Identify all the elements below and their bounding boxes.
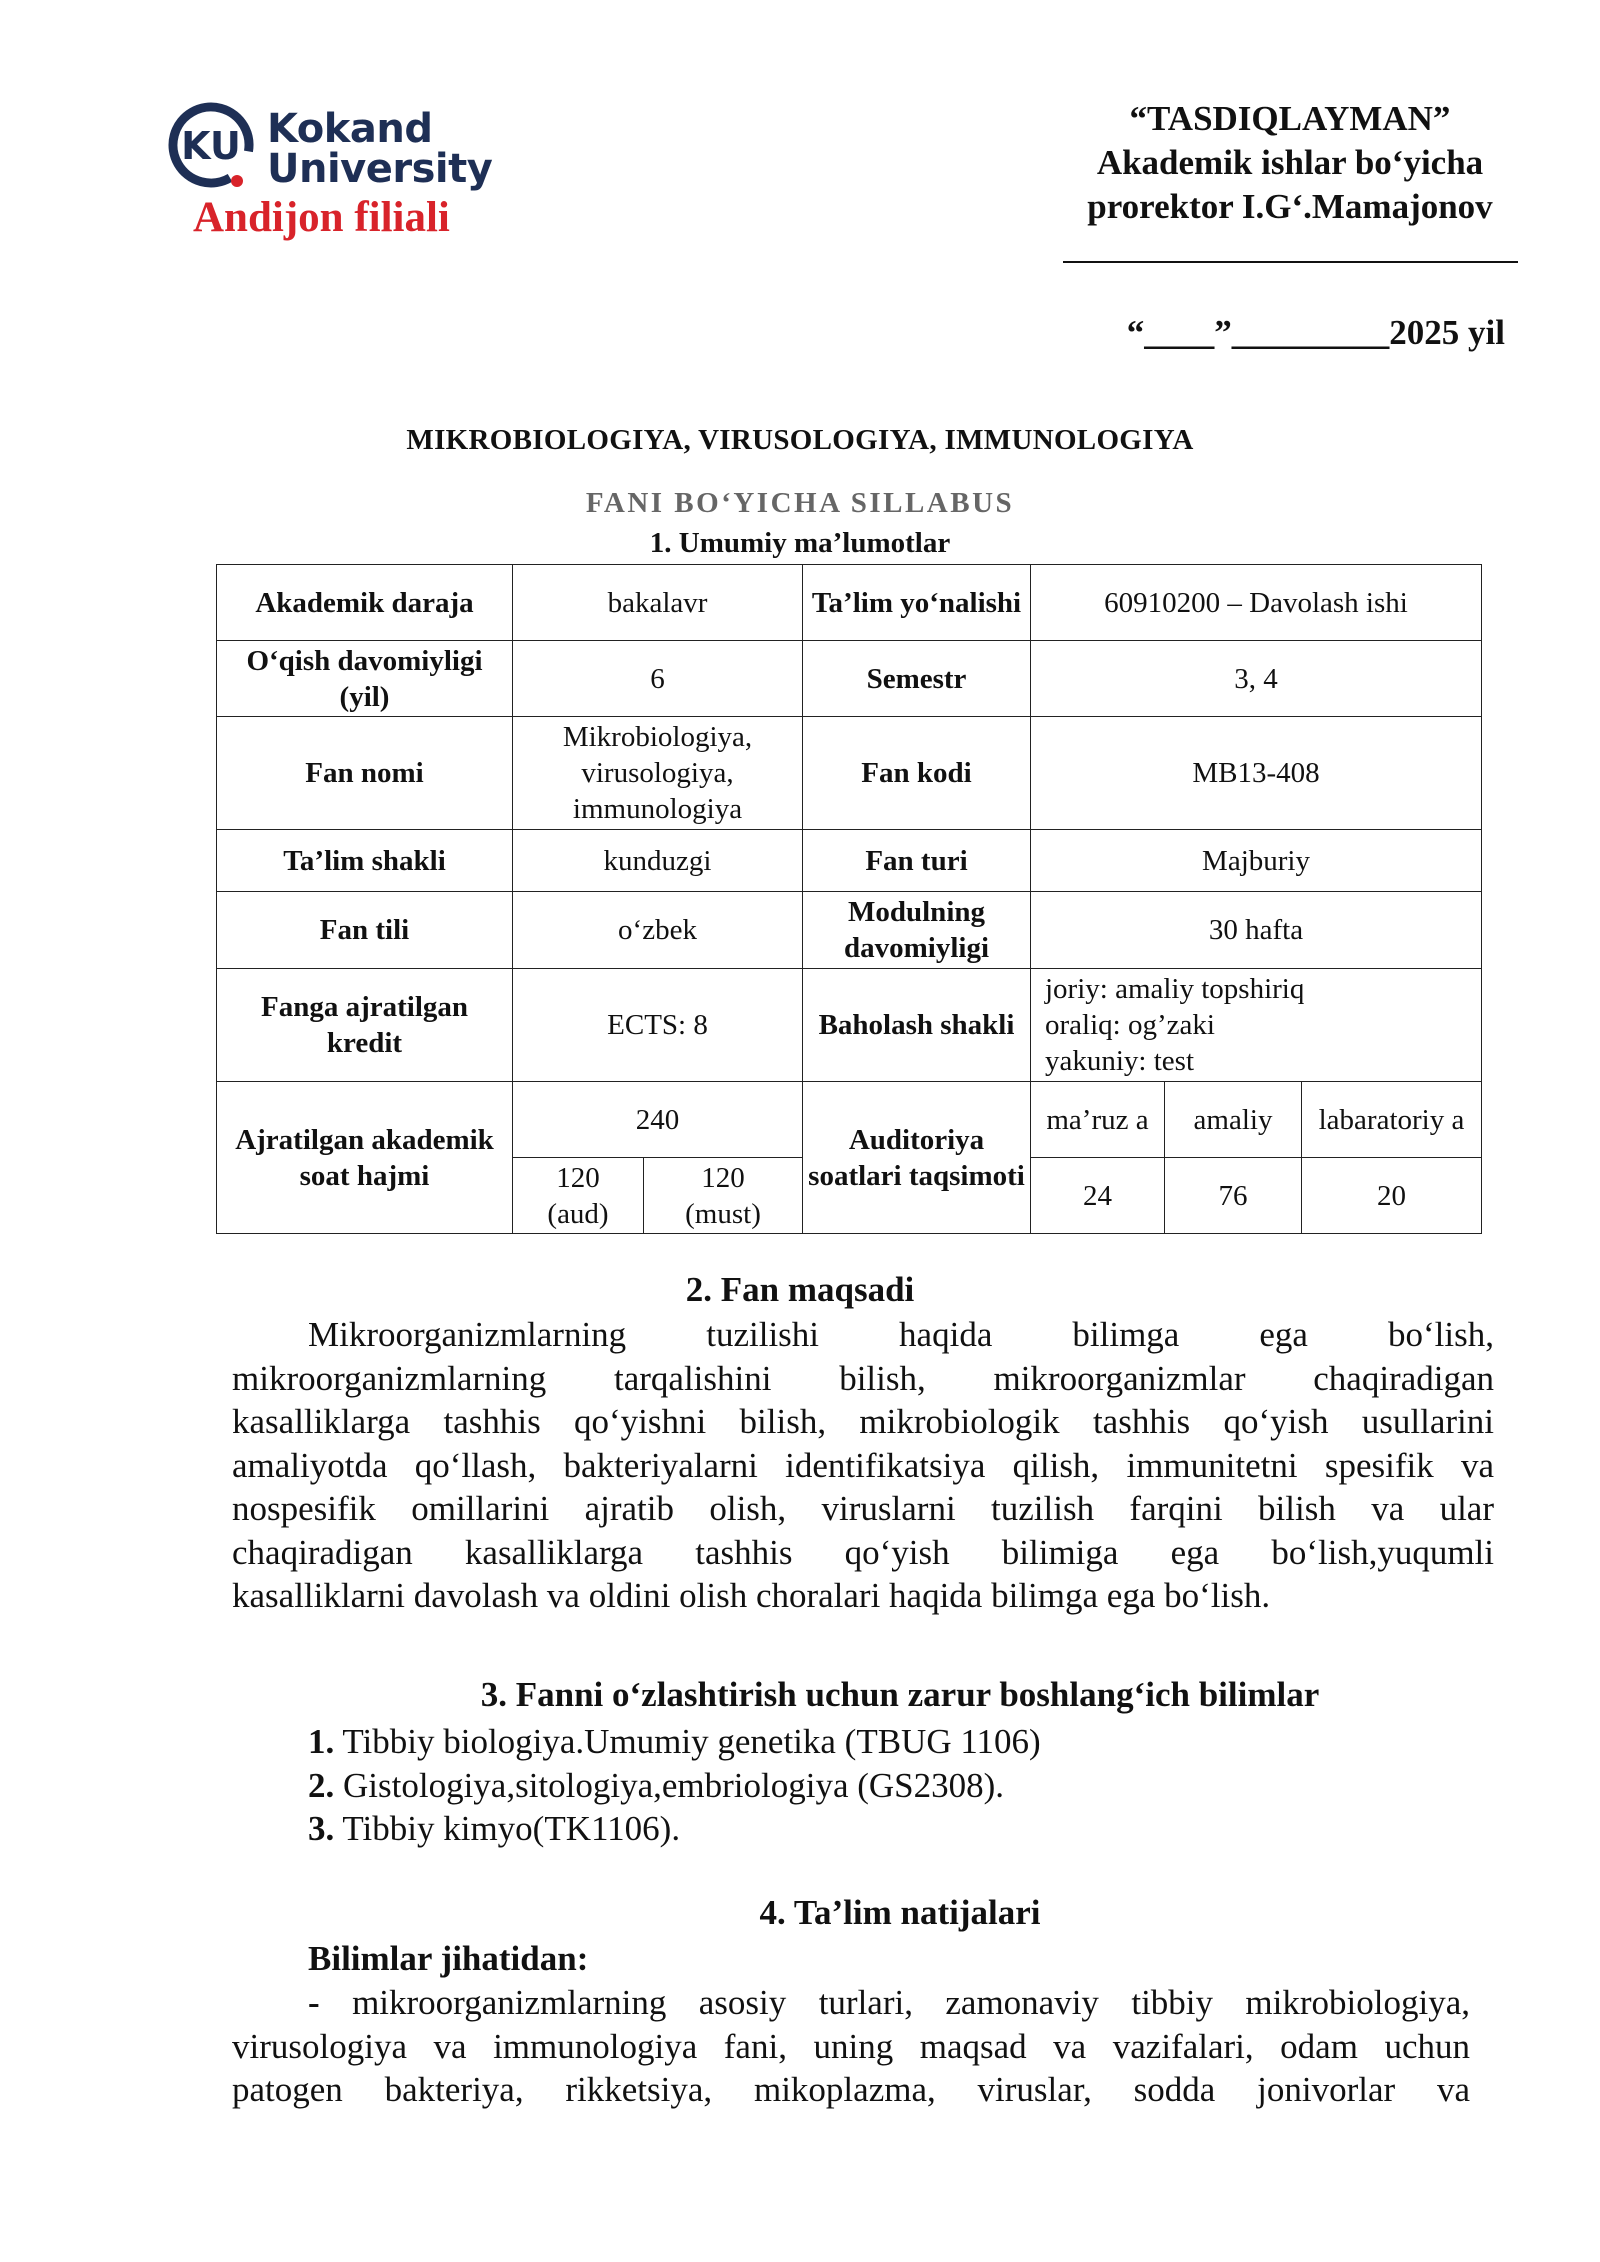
table-row <box>217 969 1482 1082</box>
general-info-table <box>216 564 1482 1234</box>
module-duration-value: 30 hafta <box>1031 892 1482 969</box>
section1-title: 1. Umumiy ma’lumotlar <box>649 527 951 559</box>
practical-hours: 76 <box>1165 1158 1302 1234</box>
duration-value: 6 <box>513 641 803 717</box>
lecture-hours: 24 <box>1031 1158 1165 1234</box>
list-number: 3. <box>308 1809 335 1848</box>
assessment-current: joriy: amaliy topshiriq <box>1045 973 1305 1005</box>
subject-name-label: Fan nomi <box>217 717 513 830</box>
paragraph-line: kasalliklarni davolash va oldini olish choralari haqida bilimga ega bo‘lish. <box>232 1576 1271 1615</box>
list-text: Tibbiy kimyo(TK1106). <box>334 1809 681 1848</box>
course-title: MIKROBIOLOGIYA, VIRUSOLOGIYA, IMMUNOLOGIYA <box>406 424 1194 456</box>
hours-must-unit: (must) <box>685 1197 761 1230</box>
university-logo <box>165 97 493 247</box>
subject-code-value: MB13-408 <box>1031 717 1482 830</box>
table-row <box>217 717 1482 830</box>
paragraph-line: nospesifik omillarini ajratib olish, viruslarni tuzilish farqini bilish va ular <box>232 1489 1494 1528</box>
paragraph-line: amaliyotda qo‘llash, bakteriyalarni identifikatsiya qilish, immunitetni spesifik va <box>232 1445 1494 1485</box>
hours-label: Ajratilgan akademik soat hajmi <box>217 1082 513 1234</box>
paragraph-line: virusologiya va immunologiya fani, uning maqsad va vazifalari, odam uchun <box>232 2026 1470 2066</box>
subject-type-value: Majburiy <box>1031 830 1482 892</box>
paragraph-line: Mikroorganizmlarning tuzilishi haqida bilimga ega bo‘lish, <box>308 1315 1494 1354</box>
direction-value: 60910200 – Davolash ishi <box>1031 565 1482 641</box>
hours-must <box>644 1158 803 1234</box>
language-value: o‘zbek <box>513 892 803 969</box>
assessment-value <box>1031 969 1482 1082</box>
ku-logo-icon <box>165 97 257 201</box>
table-row <box>217 565 1482 641</box>
paragraph-line-text: mikroorganizmlarning asosiy turlari, zamonaviy tibbiy mikrobiologiya, <box>319 1983 1470 2022</box>
table-row <box>217 830 1482 892</box>
table-row <box>217 1082 1482 1158</box>
section4-title: 4. Ta’lim natijalari <box>759 1893 1041 1932</box>
table-row <box>217 892 1482 969</box>
paragraph-line <box>232 1981 1470 2025</box>
subject-type-label: Fan turi <box>803 830 1031 892</box>
approval-block <box>1040 97 1540 263</box>
section4-subheading: Bilimlar jihatidan: <box>308 1939 589 1978</box>
assessment-final: yakuniy: test <box>1045 1045 1195 1077</box>
table-row <box>217 641 1482 717</box>
direction-label: Ta’lim yo‘nalishi <box>803 565 1031 641</box>
section3-title: 3. Fanni o‘zlashtirish uchun zarur boshlang‘ich bilimlar <box>480 1675 1320 1714</box>
list-item <box>308 1720 1041 1764</box>
hours-total: 240 <box>513 1082 803 1158</box>
logo-name-line1: Kokand <box>267 106 433 152</box>
list-number: 2. <box>308 1766 335 1805</box>
education-form-value: kunduzgi <box>513 830 803 892</box>
approval-name: prorektor I.G‘.Mamajonov <box>1087 187 1493 226</box>
signature-line <box>1063 243 1518 263</box>
subject-code-label: Fan kodi <box>803 717 1031 830</box>
paragraph-line: patogen bakteriya, rikketsiya, mikoplazma, viruslar, sodda jonivorlar va <box>232 2070 1470 2109</box>
subject-name-value: Mikrobiologiya, virusologiya, immunologiya <box>513 717 803 830</box>
credit-value: ECTS: 8 <box>513 969 803 1082</box>
lab-hours: 20 <box>1302 1158 1482 1234</box>
list-item <box>308 1807 680 1851</box>
assessment-label: Baholash shakli <box>803 969 1031 1082</box>
approval-position: Akademik ishlar bo‘yicha <box>1096 143 1484 182</box>
semester-value: 3, 4 <box>1031 641 1482 717</box>
logo-name-line2: University <box>267 146 493 192</box>
list-number: 1. <box>308 1722 335 1761</box>
paragraph-line: kasalliklarga tashhis qo‘yishni bilish, mikrobiologik tashhis qo‘yish usullarini <box>232 1402 1494 1441</box>
list-text: Gistologiya,sitologiya,embriologiya (GS2308). <box>334 1766 1005 1805</box>
section2-paragraph <box>232 1313 1494 1618</box>
dash-bullet: - <box>308 1983 320 2022</box>
hours-aud-unit: (aud) <box>547 1197 609 1230</box>
lecture-label: ma’ruz a <box>1031 1082 1165 1158</box>
paragraph-line: mikroorganizmlarning tarqalishini bilish, mikroorganizmlar chaqiradigan <box>232 1358 1494 1398</box>
list-text: Tibbiy biologiya.Umumiy genetika (TBUG 1106) <box>334 1722 1041 1761</box>
classroom-hours-label: Auditoriya soatlari taqsimoti <box>803 1082 1031 1234</box>
credit-label: Fanga ajratilgan kredit <box>217 969 513 1082</box>
logo-branch-name: Andijon filiali <box>193 194 450 241</box>
section4-paragraph <box>232 1981 1470 2112</box>
paragraph-line: chaqiradigan kasalliklarga tashhis qo‘yish bilimiga ega bo‘lish,yuqumli <box>232 1532 1494 1572</box>
section2-title: 2. Fan maqsadi <box>685 1270 915 1309</box>
lab-label: labaratoriy a <box>1302 1082 1482 1158</box>
syllabus-subtitle: FANI BO‘YICHA SILLABUS <box>585 487 1015 519</box>
academic-degree-value: bakalavr <box>513 565 803 641</box>
language-label: Fan tili <box>217 892 513 969</box>
hours-must-value: 120 <box>701 1161 745 1194</box>
duration-label: O‘qish davomiyligi (yil) <box>217 641 513 717</box>
education-form-label: Ta’lim shakli <box>217 830 513 892</box>
practical-label: amaliy <box>1165 1082 1302 1158</box>
academic-degree-label: Akademik daraja <box>217 565 513 641</box>
logo-mark-text: KU <box>181 124 241 168</box>
module-duration-label: Modulning davomiyligi <box>803 892 1031 969</box>
approval-date: “____”_________2025 yil <box>1126 313 1505 352</box>
semester-label: Semestr <box>803 641 1031 717</box>
assessment-midterm: oraliq: og’zaki <box>1045 1009 1215 1041</box>
approval-heading: “TASDIQLAYMAN” <box>1129 99 1451 138</box>
hours-aud <box>513 1158 644 1234</box>
hours-aud-value: 120 <box>556 1161 600 1194</box>
list-item <box>308 1764 1004 1808</box>
